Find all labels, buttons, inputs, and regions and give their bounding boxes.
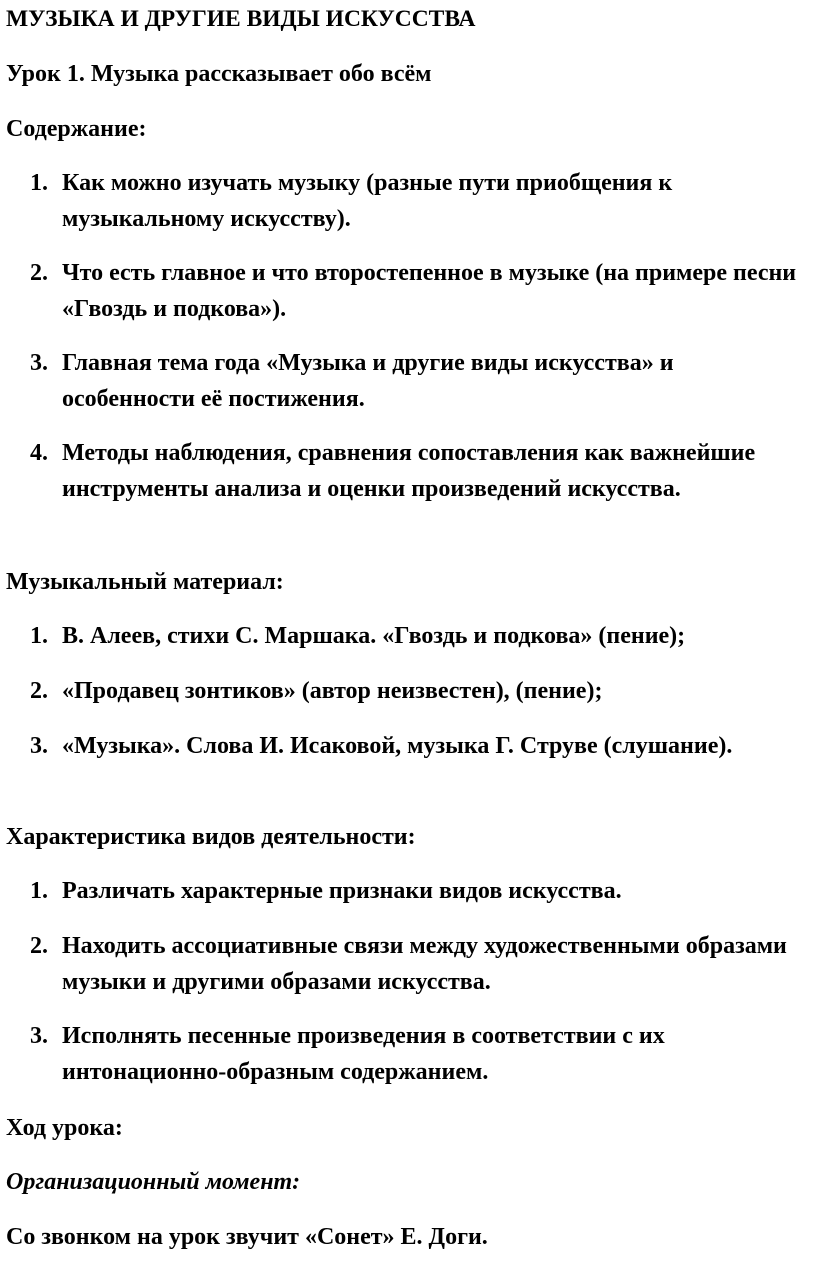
closing-text: Со звонком на урок звучит «Сонет» Е. Доги. [6,1224,488,1250]
list-number: 4. [30,440,48,466]
list-item-text: Как можно изучать музыку (разные пути приобщения к музыкальному искусству). [62,170,673,232]
document-title: МУЗЫКА И ДРУГИЕ ВИДЫ ИСКУССТВА [6,6,476,32]
org-moment-heading: Организационный момент: [6,1169,301,1195]
list-item-text: Главная тема года «Музыка и другие виды искусства» и особенности её постижения. [62,350,674,412]
list-number: 1. [30,878,48,904]
list-item-text: Различать характерные признаки видов искусства. [62,878,622,904]
lesson-flow-heading: Ход урока: [6,1115,123,1141]
list-item-text: «Продавец зонтиков» (автор неизвестен), (пение); [62,678,603,704]
list-number: 3. [30,350,48,376]
list-number: 1. [30,623,48,649]
list-number: 2. [30,260,48,286]
list-number: 1. [30,170,48,196]
list-item-text: Исполнять песенные произведения в соответствии с их интонационно-образным содержанием. [62,1023,665,1085]
list-item-text: Методы наблюдения, сравнения сопоставления как важнейшие инструменты анализа и оценки произведений искусства. [62,440,756,502]
lesson-title: Урок 1. Музыка рассказывает обо всём [6,61,432,87]
list-item-text: Что есть главное и что второстепенное в музыке (на примере песни «Гвоздь и подкова»). [62,260,797,322]
activity-heading: Характеристика видов деятельности: [6,824,416,850]
list-number: 3. [30,733,48,759]
list-item-text: «Музыка». Слова И. Исаковой, музыка Г. Струве (слушание). [62,733,733,759]
list-number: 2. [30,678,48,704]
list-number: 3. [30,1023,48,1049]
material-heading: Музыкальный материал: [6,569,284,595]
content-heading: Содержание: [6,116,147,142]
list-item-text: Находить ассоциативные связи между художественными образами музыки и другими образами искусства. [62,933,787,995]
list-number: 2. [30,933,48,959]
list-item-text: В. Алеев, стихи С. Маршака. «Гвоздь и подкова» (пение); [62,623,686,649]
